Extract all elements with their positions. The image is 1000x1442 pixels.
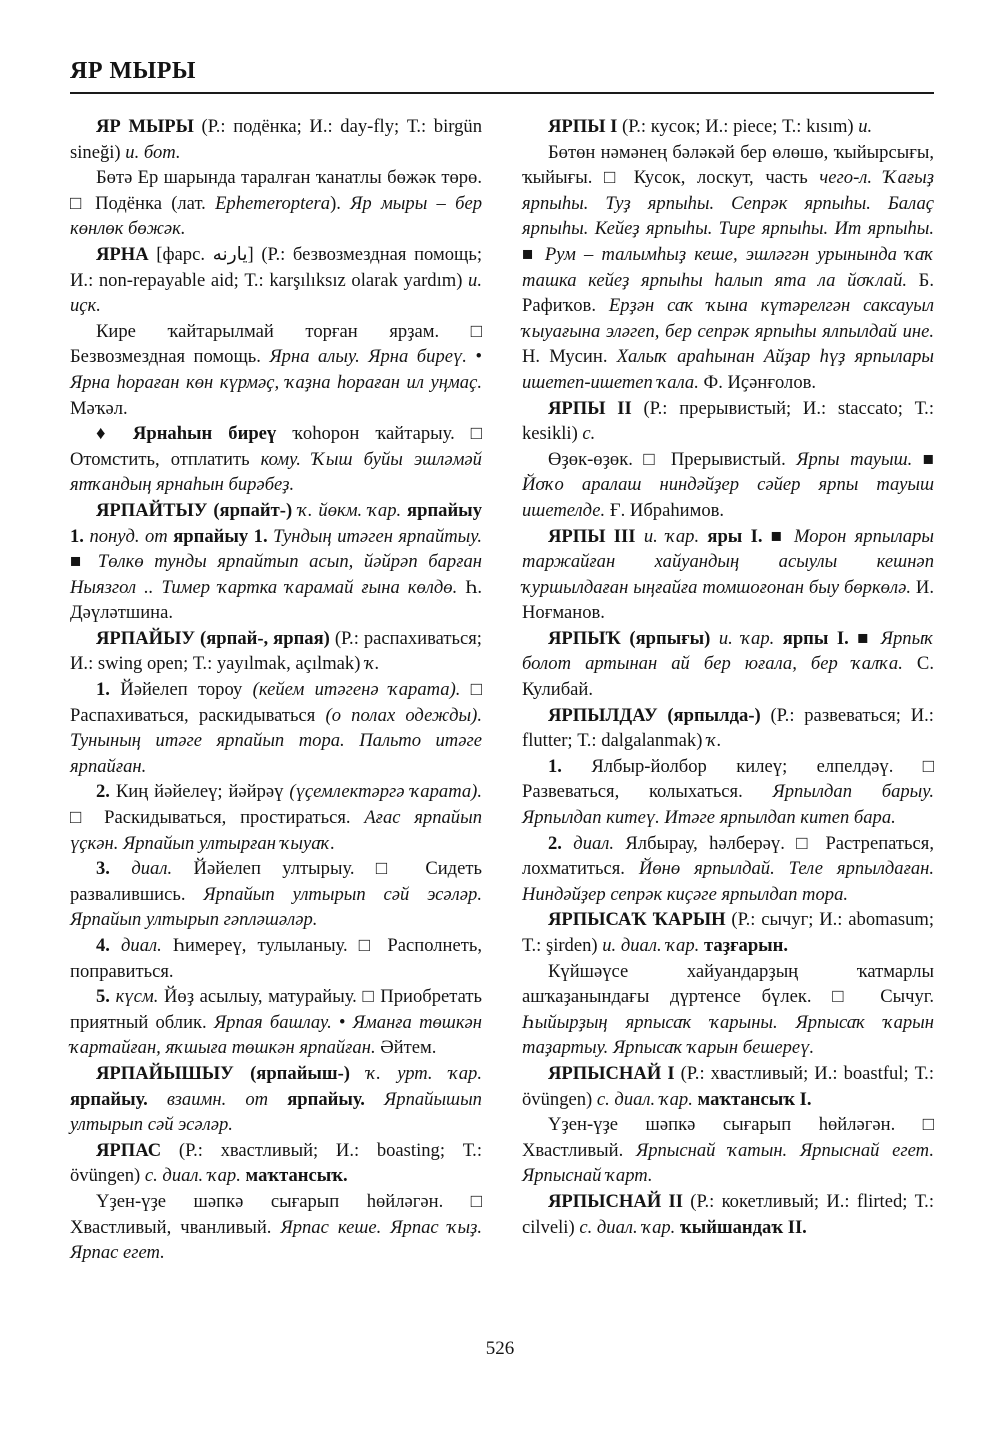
dictionary-paragraph: Үҙен-үҙе шәпкә сығарып һөйләгән. □ Хвастливый. Ярпыснай ҡатын. Ярпыснай егет. Ярпыснай ҡарт. [522,1114,934,1187]
dictionary-paragraph: Үҙен-үҙе шәпкә сығарып һөйләгән. □ Хвастливый, чванливый. Ярпас кеше. Ярпас ҡыҙ. Ярпас егет. [70,1190,482,1264]
dictionary-paragraph: ЯРПАЙЫШЫУ (ярпайыш-) ҡ. урт. ҡар. ярпайыу. взаимн. от ярпайыу. Ярпайышып ултырып сәй эсәләр. [70,1062,482,1136]
dictionary-paragraph: ЯРПАС (Р.: хвастливый; И.: boasting; Т.: övüngen) с. диал. ҡар. маҡтансыҡ. [70,1139,482,1187]
dictionary-paragraph: 4. диал. Һимереү, тулыланыу. □ Располнеть, поправиться. [70,935,482,982]
left-column [70,114,482,1266]
dictionary-paragraph: ЯРПЫСАҠ ҠАРЫН (Р.: сычуг; И.: abomasum; Т.: şirden) и. диал. ҡар. таҙғарын. [522,909,934,956]
dictionary-paragraph: ЯРПЫ II (Р.: прерывистый; И.: staccato; Т.: kesikli) с. [522,397,934,445]
dictionary-paragraph: Бөтөн нәмәнең бәләкәй бер өлөшө, ҡыйырсығы, ҡыйығы. □ Кусок, лоскут, часть чего-л. Ҡағыҙ ярпыһы. Туҙ ярпыһы. Сепрәк ярпыһы. Балаҫ ярпыһы. Кейеҙ ярпыһы. Тире ярпыһы. Ит ярпыһы. ■ Рум – талымһыҙ кеше, эшләгән урынында ҡаҡ ташка кейеҙ ярпыһы һалып ята ла йоҡлай. Б. Рафиҡов. Ерҙән саҡ ҡына күтәрелгән саксауыл ҡыуағына эләгеп, бер сепрәк ярпыһы ялпылдай ине. Н. Мусин. Халыҡ араһынан Айҙар һүҙ ярпылары ишетеп-ишетеп ҡала. Ф. Иҫәнғолов. [522,141,934,393]
dictionary-paragraph: ЯРПЫ I (Р.: кусок; И.: piece; Т.: kısım) и. [548,116,873,137]
right-column [522,114,934,1240]
running-head: ЯР МЫРЫ [70,58,196,84]
dictionary-paragraph: 1. Ялбыр-йолбор килеү; елпелдәү. □ Развеваться, колыхаться. Ярпылдап барыу. Ярпылдап китеү. Итәге ярпылдап китеп бара. [522,755,934,829]
dictionary-paragraph: Бөтә Ер шарында таралған ҡанатлы бөжәк төрө. □ Подёнка (лат. Ephemeroptera). Яр мыры – бер көнлөк бөжәк. [70,167,482,240]
dictionary-paragraph: 2. Киң йәйелеү; йәйрәү (үҫемлектәргә ҡарата). □ Раскидываться, простираться. Ағас ярпайып үҫкән. Ярпайып ултырған ҡыуаҡ. [70,781,482,854]
dictionary-paragraph: Кире ҡайтарылмай торған ярҙам. □ Безвозмездная помощь. Ярна алыу. Ярна биреү. • Ярна һораған көн күрмәҫ, ҡаҙна һораған ил уңмаҫ. Мәҡәл. [70,320,482,419]
dictionary-paragraph: ЯР МЫРЫ (Р.: подёнка; И.: day-fly; Т.: birgün sineği) и. бот. [70,116,482,163]
dictionary-paragraph: ЯРПЫЛДАУ (ярпылда-) (Р.: развеваться; И.: flutter; Т.: dalgalanmak) ҡ. [522,704,934,752]
dictionary-paragraph: ♦ Ярнаһын биреү ҡоһорон ҡайтарыу. □ Отомстить, отплатить кому. Ҡыш буйы эшләмәй ятҡандың ярнаһын бирәбеҙ. [70,423,482,496]
dictionary-paragraph: Өҙөк-өҙөк. □ Прерывистый. Ярпы тауыш. ■ Йоҡо аралаш ниндәйҙер сәйер ярпы тауыш ишетелде. Ғ. Ибраһимов. [522,448,934,521]
dictionary-paragraph: ЯРПЫҠ (ярпығы) и. ҡар. ярпы I. ■ Ярпыҡ болот артынан ай бер юғала, бер ҡалҡа. С. Кулибай. [522,627,934,701]
dictionary-paragraph: 2. диал. Ялбырау, һәлберәү. □ Растрепаться, лохматиться. Йөнө ярпылдай. Теле ярпылдаған. Ниндәйҙер сепрәк киҫәге ярпылдап тора. [522,832,934,905]
page-number: 526 [485,1338,515,1359]
dictionary-paragraph: ЯРПАЙТЫУ (ярпайт-) ҡ. йөкм. ҡар. ярпайыу 1. понуд. от ярпайыу 1. Тундың итәген ярпайтыу. ■ Төлкө тунды ярпайтып асып, йәйрәп барған Ныязгол .. Тимер ҡартка ҡарамай ғына көлдө. Һ. Дәүләтшина. [70,499,483,624]
dictionary-paragraph: ЯРНА [фарс. ﻳﺎﺭﻧﻪ] (Р.: безвозмездная помощь; И.: non-repayable aid; Т.: karşılıksız olarak yardım) и. иҫк. [70,243,482,317]
dictionary-paragraph: ЯРПЫСНАЙ II (Р.: кокетливый; И.: flirted; Т.: cilveli) с. диал. ҡар. ҡыйшандаҡ II. [522,1190,934,1238]
header-rule [70,92,934,94]
dictionary-paragraph: ЯРПЫСНАЙ I (Р.: хвастливый; И.: boastful; Т.: övüngen) с. диал. ҡар. маҡтансыҡ I. [522,1062,934,1110]
dictionary-paragraph: ЯРПАЙЫУ (ярпай-, ярпая) (Р.: распахиваться; И.: swing open; Т.: yayılmak, açılmak) ҡ. [70,627,482,675]
dictionary-paragraph: ЯРПЫ III и. ҡар. яры I. ■ Морон ярпылары таржайған хайуандың асыулы кешнәп ҡуршылдаған ыңғайға томшоғонан быу бөркөлә. И. Ноғманов. [522,525,934,624]
dictionary-paragraph: 5. күсм. Йөҙ асылыу, матурайыу. □ Приобретать приятный облик. Ярпая башлау. • Яманға төшкән ҡартайған, яҡшыға төшкән ярпайған. Әйтем. [70,986,483,1059]
dictionary-paragraph: 1. Йәйелеп тороу (кейем итәгенә ҡарата). □ Распахиваться, раскидываться (о полах одежды). Тунының итәге ярпайып тора. Пальто итәге ярпайған. [70,679,482,777]
dictionary-paragraph: 3. диал. Йәйелеп ултырыу. □ Сидеть развалившись. Ярпайып ултырып сәй эсәләр. Ярпайып ултырып гәпләшәләр. [70,858,482,931]
dictionary-paragraph: Күйшәүсе хайуандарҙың ҡатмарлы ашҡаҙанындағы дүртенсе бүлек. □ Сычуг. Һыйырҙың ярпысаҡ ҡарыны. Ярпысаҡ ҡарын таҙартыу. Ярпысаҡ ҡарын бешереү. [522,960,934,1059]
